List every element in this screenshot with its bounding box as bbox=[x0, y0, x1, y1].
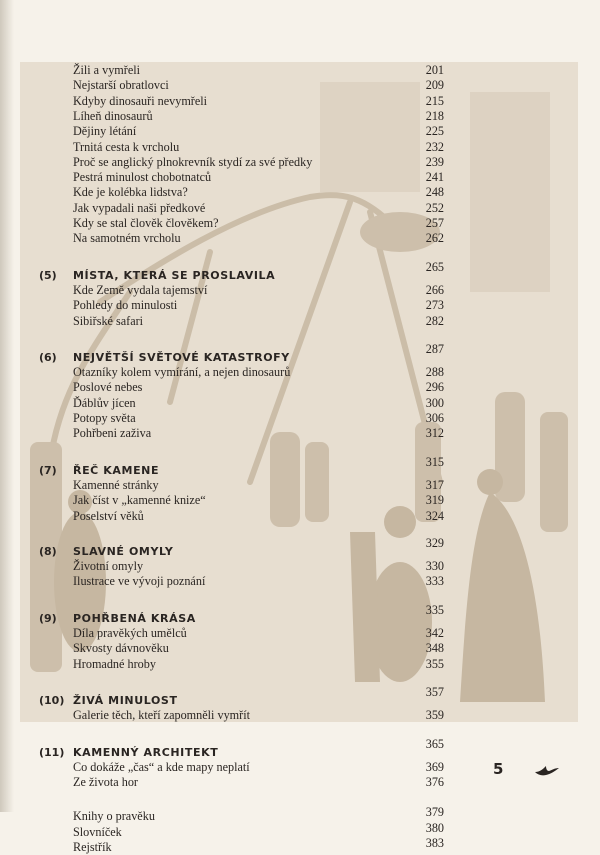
toc-entry-title: Sibiřské safari bbox=[73, 313, 144, 328]
toc-entry-title: Kde je kolébka lidstva? bbox=[73, 185, 188, 200]
toc-entry-page: 252 bbox=[425, 200, 444, 215]
toc-entry-page: 262 bbox=[425, 231, 444, 246]
page-number: 5 bbox=[493, 760, 504, 778]
toc-entry-page: 359 bbox=[425, 708, 444, 723]
toc-entry-page: 330 bbox=[425, 559, 444, 574]
section-title: MÍSTA, KTERÁ SE PROSLAVILA bbox=[73, 268, 276, 282]
toc-entry-title: Pestrá minulost chobotnatců bbox=[73, 170, 212, 185]
toc-entry-title: Otazníky kolem vymírání, a nejen dinosaurů bbox=[73, 365, 291, 380]
toc-entry-page: 319 bbox=[425, 493, 444, 508]
toc-entry-title: Jak vypadali naši předkové bbox=[73, 200, 206, 215]
toc-entry-page: 273 bbox=[425, 298, 444, 313]
section-title: KAMENNÝ ARCHITEKT bbox=[73, 745, 219, 759]
toc-entry-page: 342 bbox=[425, 626, 444, 640]
toc-entry-page: 376 bbox=[425, 775, 444, 790]
toc-entry-page: 324 bbox=[425, 508, 444, 523]
section-page: 329 bbox=[425, 535, 444, 550]
toc-entry-page: 218 bbox=[425, 108, 444, 123]
toc-entry-title: Líheň dinosaurů bbox=[73, 108, 153, 123]
appendix-entry-title: Rejstřík bbox=[73, 840, 112, 854]
toc-entry-page: 282 bbox=[425, 313, 444, 328]
toc-entry-page: 266 bbox=[425, 282, 444, 297]
toc-entry-title: Potopy světa bbox=[73, 411, 136, 425]
toc-entry-title: Kdyby dinosauři nevymřeli bbox=[73, 93, 208, 108]
toc-entry-title: Ze života hor bbox=[73, 775, 138, 790]
section-number: (8) bbox=[39, 544, 57, 558]
toc-entry-title: Hromadné hroby bbox=[73, 656, 156, 671]
toc-entry-page: 355 bbox=[425, 656, 444, 671]
toc-entry-page: 215 bbox=[425, 93, 444, 108]
toc-entry-title: Ďáblův jícen bbox=[73, 395, 136, 410]
toc-entry-page: 296 bbox=[425, 380, 444, 395]
toc-entry-page: 312 bbox=[425, 426, 444, 441]
section-page: 287 bbox=[425, 341, 444, 356]
section-page: 357 bbox=[425, 684, 444, 699]
bird-icon bbox=[534, 763, 560, 777]
toc-entry-title: Poselství věků bbox=[73, 508, 144, 523]
toc-entry-page: 225 bbox=[425, 124, 444, 139]
appendix-entry-page: 379 bbox=[425, 805, 444, 820]
appendix-entry-page: 383 bbox=[425, 836, 444, 850]
toc-entry-page: 241 bbox=[425, 170, 444, 185]
toc-entry-title: Ilustrace ve vývoji poznání bbox=[73, 574, 206, 589]
section-page: 265 bbox=[425, 259, 444, 274]
appendix-entry-title: Knihy o pravěku bbox=[73, 809, 155, 824]
toc-entry-page: 209 bbox=[425, 78, 444, 93]
toc-entry-page: 232 bbox=[425, 139, 444, 154]
toc-entry-page: 369 bbox=[425, 759, 444, 774]
section-page: 315 bbox=[425, 454, 444, 469]
section-number: (7) bbox=[39, 463, 57, 477]
section-title: ŘEČ KAMENE bbox=[73, 463, 160, 477]
section-page: 335 bbox=[425, 602, 444, 617]
toc-entry-title: Dějiny létání bbox=[73, 124, 137, 139]
toc-entry-title: Trnitá cesta k vrcholu bbox=[73, 139, 180, 154]
section-page: 365 bbox=[425, 736, 444, 751]
toc-entry-page: 201 bbox=[425, 63, 444, 77]
toc-entry-title: Žili a vymřeli bbox=[73, 63, 141, 77]
toc-entry-page: 257 bbox=[425, 216, 444, 230]
toc-entry-title: Díla pravěkých umělců bbox=[73, 626, 187, 640]
toc-entry-title: Poslové nebes bbox=[73, 380, 143, 395]
section-title: SLAVNÉ OMYLY bbox=[73, 544, 174, 558]
toc-entry-page: 248 bbox=[425, 185, 444, 200]
toc-entry-page: 300 bbox=[425, 395, 444, 410]
toc-entry-title: Kdy se stal člověk člověkem? bbox=[73, 216, 219, 230]
toc-entry-page: 288 bbox=[425, 365, 444, 380]
appendix-entry-title: Slovníček bbox=[73, 824, 122, 839]
toc-entry-title: Proč se anglický plnokrevník stydí za své předky bbox=[73, 154, 313, 169]
toc-entry-title: Pohřbeni zaživa bbox=[73, 426, 152, 441]
toc-entry-title: Pohledy do minulosti bbox=[73, 298, 178, 313]
toc-entry-title: Nejstarší obratlovci bbox=[73, 78, 169, 93]
toc-entry-title: Na samotném vrcholu bbox=[73, 231, 181, 246]
toc-entry-title: Skvosty dávnověku bbox=[73, 641, 169, 656]
section-number: (9) bbox=[39, 611, 57, 625]
toc-entry-title: Životní omyly bbox=[73, 559, 144, 574]
section-number: (10) bbox=[39, 693, 65, 707]
toc-entry-page: 333 bbox=[425, 574, 444, 589]
section-number: (11) bbox=[39, 745, 65, 759]
section-title: POHŘBENÁ KRÁSA bbox=[73, 611, 196, 625]
section-title: NEJVĚTŠÍ SVĚTOVÉ KATASTROFY bbox=[73, 350, 290, 364]
appendix-entry-page: 380 bbox=[425, 820, 444, 835]
toc-entry-page: 348 bbox=[425, 641, 444, 656]
toc-entry-page: 317 bbox=[425, 477, 444, 492]
section-number: (5) bbox=[39, 268, 57, 282]
toc-entry-page: 306 bbox=[425, 411, 444, 425]
toc-entry-title: Galerie těch, kteří zapomněli vymřít bbox=[73, 708, 250, 723]
toc-entry-page: 239 bbox=[425, 154, 444, 169]
toc-entry-title: Kde Země vydala tajemství bbox=[73, 282, 208, 297]
section-title: ŽIVÁ MINULOST bbox=[73, 693, 178, 707]
toc-entry-title: Jak číst v „kamenné knize“ bbox=[73, 493, 206, 508]
toc-entry-title: Kamenné stránky bbox=[73, 477, 159, 492]
toc-entry-title: Co dokáže „čas“ a kde mapy neplatí bbox=[73, 759, 250, 774]
section-number: (6) bbox=[39, 350, 57, 364]
